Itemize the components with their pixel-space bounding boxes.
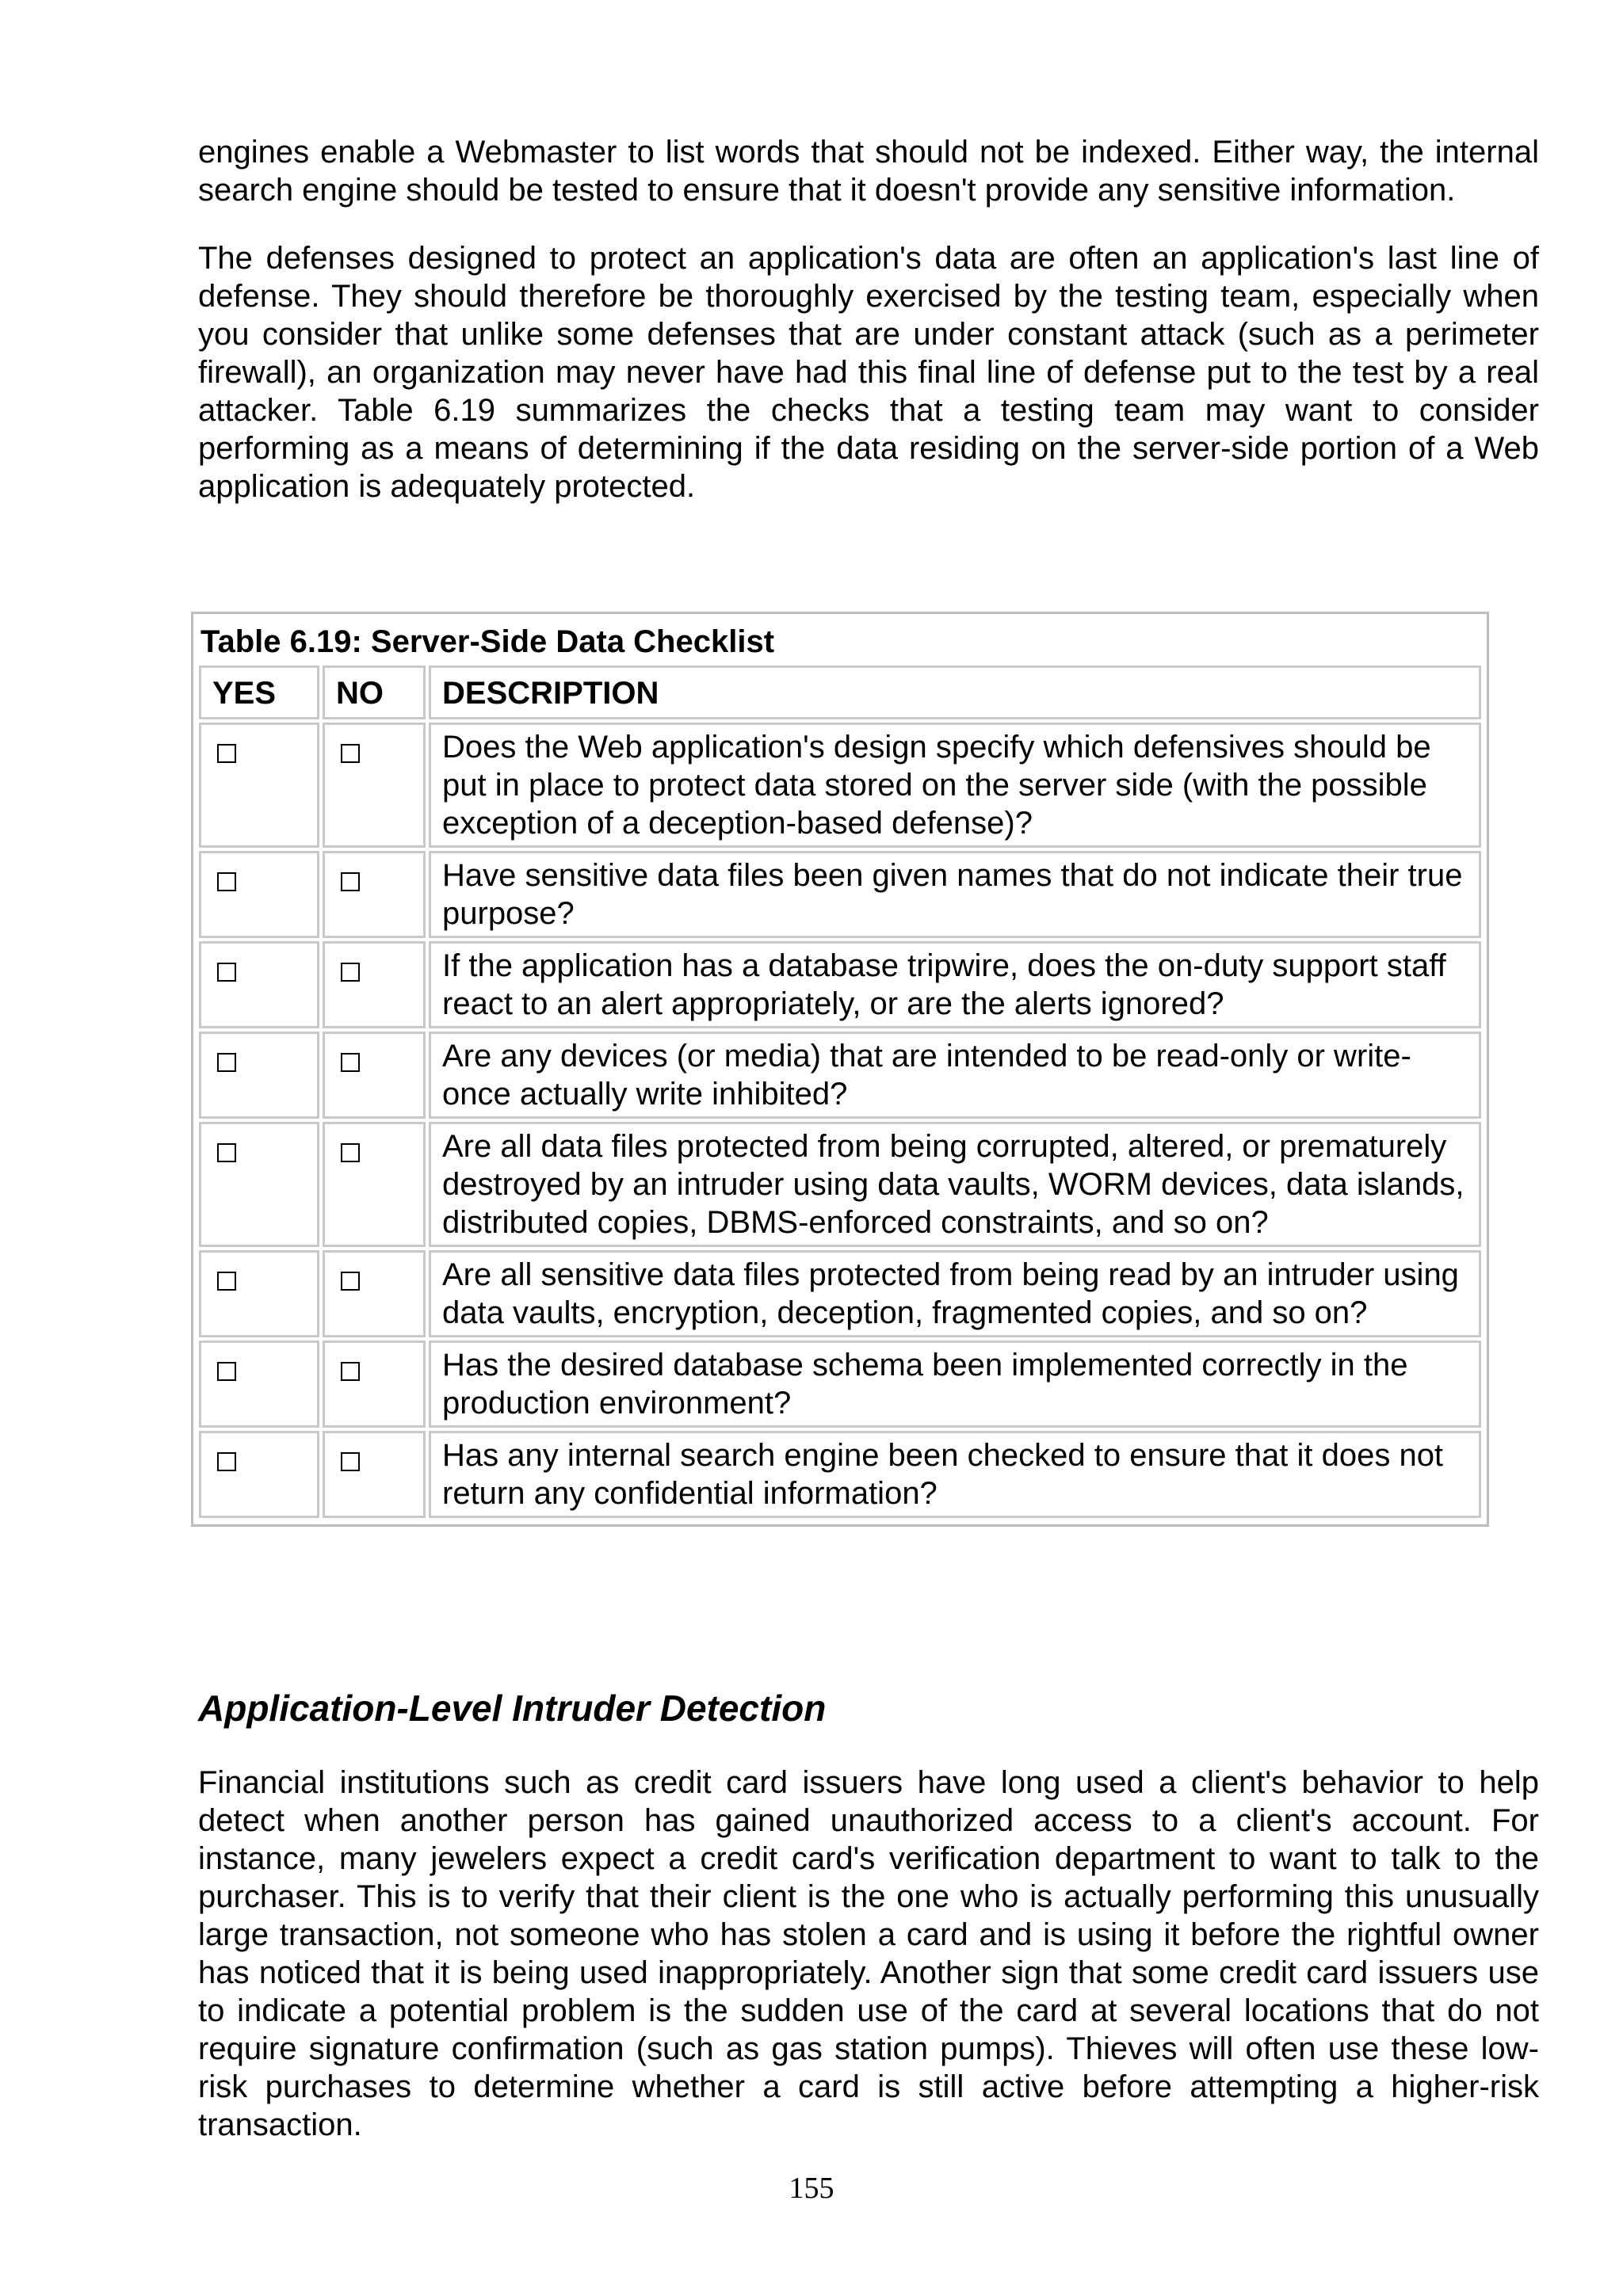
yes-checkbox[interactable] [217, 1272, 236, 1291]
no-checkbox[interactable] [341, 744, 360, 763]
table-row [199, 1431, 1481, 1518]
yes-cell [199, 1431, 319, 1518]
description-cell: Are all data files protected from being corrupted, altered, or prematurely destroyed by an intruder using data vaults, WORM devices, data islands, distributed copies, DBMS-enforced constraints, and so on? [429, 1122, 1481, 1247]
description-cell: Are any devices (or media) that are intended to be read-only or write-once actually write inhibited? [429, 1032, 1481, 1119]
no-cell [323, 1032, 426, 1119]
section-heading: Application-Level Intruder Detection [198, 1688, 827, 1729]
description-cell: Does the Web application's design specify which defensives should be put in place to protect data stored on the server side (with the possible exception of a deception-based defense)? [429, 723, 1481, 848]
no-checkbox[interactable] [341, 1362, 360, 1381]
yes-checkbox[interactable] [217, 963, 236, 982]
no-cell [323, 1341, 426, 1428]
no-checkbox[interactable] [341, 1143, 360, 1162]
no-cell [323, 1431, 426, 1518]
financial-paragraph: Financial institutions such as credit card issuers have long used a client's behavior to help detect when another person has gained unauthorized access to a client's account. For instance, many jewelers expect a credit card's verification department to want to talk to the purchaser. This is to verify that their client is the one who is actually performing this unusually large transaction, not someone who has stolen a card and is using it before the rightful owner has noticed that it is being used inappropriately. Another sign that some credit card issuers use to indicate a potential problem is the sudden use of the card at several locations that do not require signature confirmation (such as gas station pumps). Thieves will often use these low-risk purchases to determine whether a card is still active before attempting a higher-risk transaction. [198, 1765, 1539, 2142]
table-header-row [199, 666, 1481, 719]
description-cell: If the application has a database tripwire, does the on-duty support staff react to an alert appropriately, or are the alerts ignored? [429, 941, 1481, 1028]
yes-cell [199, 1122, 319, 1247]
intro-paragraph: engines enable a Webmaster to list words that should not be indexed. Either way, the internal search engine should be tested to ensure that it doesn't provide any sensitive information. [198, 135, 1539, 208]
yes-cell [199, 1250, 319, 1337]
server-side-data-checklist-table [191, 612, 1489, 1527]
no-checkbox[interactable] [341, 963, 360, 982]
yes-checkbox[interactable] [217, 1053, 236, 1072]
table-row [199, 1341, 1481, 1428]
description-cell: Have sensitive data files been given names that do not indicate their true purpose? [429, 851, 1481, 938]
no-checkbox[interactable] [341, 1452, 360, 1471]
table-row [199, 851, 1481, 938]
yes-checkbox[interactable] [217, 872, 236, 891]
yes-checkbox[interactable] [217, 1143, 236, 1162]
no-cell [323, 1250, 426, 1337]
no-cell [323, 1122, 426, 1247]
header-yes: YES [199, 666, 319, 719]
defenses-paragraph: The defenses designed to protect an application's data are often an application's last line of defense. They should therefore be thoroughly exercised by the testing team, especially when you consider that unlike some defenses that are under constant attack (such as a perimeter firewall), an organization may never have had this final line of defense put to the test by a real attacker. Table 6.19 summarizes the checks that a testing team may want to consider performing as a means of determining if the data residing on the server-side portion of a Web application is adequately protected. [198, 241, 1539, 504]
yes-checkbox[interactable] [217, 1362, 236, 1381]
page-number: 155 [789, 2172, 834, 2205]
no-checkbox[interactable] [341, 1053, 360, 1072]
yes-cell [199, 723, 319, 848]
no-cell [323, 851, 426, 938]
yes-checkbox[interactable] [217, 1452, 236, 1471]
no-cell [323, 941, 426, 1028]
table-row [199, 723, 1481, 848]
yes-cell [199, 941, 319, 1028]
yes-cell [199, 851, 319, 938]
no-cell [323, 723, 426, 848]
header-description: DESCRIPTION [429, 666, 1481, 719]
table-row [199, 1250, 1481, 1337]
yes-checkbox[interactable] [217, 744, 236, 763]
description-cell: Has any internal search engine been checked to ensure that it does not return any confidential information? [429, 1431, 1481, 1518]
table-row [199, 1122, 1481, 1247]
yes-cell [199, 1341, 319, 1428]
page-body [198, 133, 1539, 505]
table-row [199, 1032, 1481, 1119]
description-cell: Are all sensitive data files protected from being read by an intruder using data vaults, encryption, deception, fragmented copies, and so on? [429, 1250, 1481, 1337]
table-caption: Table 6.19: Server-Side Data Checklist [200, 624, 775, 659]
table-row [199, 941, 1481, 1028]
no-checkbox[interactable] [341, 1272, 360, 1291]
yes-cell [199, 1032, 319, 1119]
header-no: NO [323, 666, 426, 719]
checklist-grid [196, 662, 1484, 1521]
no-checkbox[interactable] [341, 872, 360, 891]
description-cell: Has the desired database schema been implemented correctly in the production environment? [429, 1341, 1481, 1428]
